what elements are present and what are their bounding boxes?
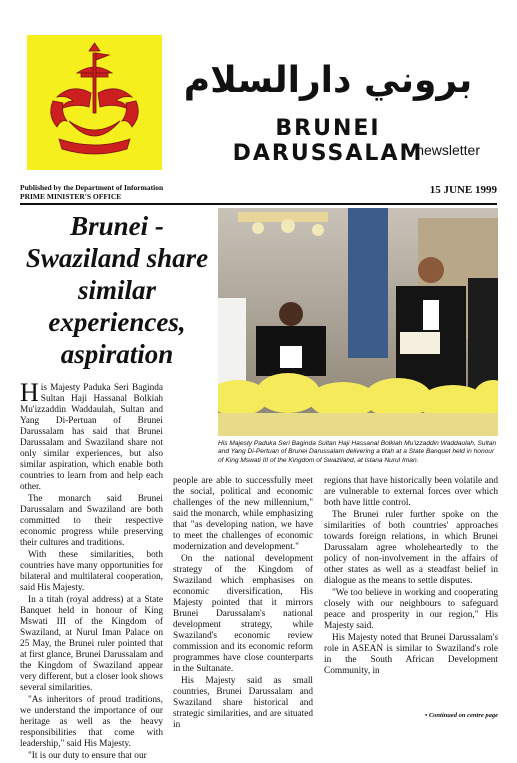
article-paragraph: "We too believe in working and cooperating closely with our neighbours to safeguard peace and prosperity in our region," His Majesty said. <box>324 588 498 631</box>
article-paragraph <box>20 378 163 493</box>
continued-note[interactable]: • Continued on centre page <box>424 712 498 719</box>
article-paragraph: His Majesty said as small countries, Brunei Darussalam and Swaziland share historical and strategic similarities, and are situated in <box>173 676 313 730</box>
article-paragraph: people are able to successfully meet the social, political and economic challenges of the new millennium," said the monarch, while emphasizing that "as developing nation, we have to meet the challenges of economic modernization and development." <box>173 476 313 552</box>
photo-caption: His Majesty Paduka Seri Baginda Sultan Haji Hassanal Bolkiah Mu'izzaddin Waddaulah, Sultan and Yang Di-Pertuan of Brunei Darussalam delivering a titah at a State Banquet held in honour of King Mswati III of the Kingdom of Swaziland, at Istana Nurul Iman. <box>218 440 497 464</box>
article-paragraph: In a titah (royal address) at a State Banquet held in honour of King Mswati III of the Kingdom of Swaziland, at Nurul Iman Palace on 25 May, the Brunei ruler pointed that at first glance, Brunei Darussalam and the Kingdom of Swaziland appear very different, but a closer look shows several similarities. <box>20 595 163 693</box>
article-column-3 <box>324 476 498 678</box>
arabic-masthead: بروني دارالسلام <box>183 60 473 101</box>
header-divider <box>20 203 497 205</box>
article-paragraph: "As inheritors of proud traditions, we understand the importance of our heritage as well as the heavy responsibilities that come with leadership," said His Majesty. <box>20 695 163 749</box>
publisher-office: PRIME MINISTER'S OFFICE <box>20 192 122 201</box>
masthead-title: BRUNEI DARUSSALAM <box>232 116 424 166</box>
issue-date: 15 JUNE 1999 <box>429 184 497 196</box>
drop-cap: H <box>20 378 39 407</box>
article-paragraph: The Brunei ruler further spoke on the similarities of both countries' approaches towards foreign relations, in which Brunei Darussalam agree wholeheartedly to the policy of non-involvement in the affairs of other states as well as a steadfast belief in dialogue as the means to settle disputes. <box>324 510 498 586</box>
article-column-1 <box>20 378 163 763</box>
publisher-line: Published by the Department of Information <box>20 183 164 192</box>
publisher-info <box>20 183 163 201</box>
article-photo <box>218 208 498 436</box>
article-column-2 <box>173 476 313 732</box>
article-paragraph: "It is our duty to ensure that our <box>28 751 147 761</box>
article-paragraph: His Majesty noted that Brunei Darussalam's role in ASEAN is similar to Swaziland's role in the South African Development Community, in <box>324 633 498 676</box>
masthead-subtitle: newsletter <box>416 142 480 158</box>
article-paragraph: On the national development strategy of the Kingdom of Swaziland which emphasises on economic diversification, His Majesty pointed that it mirrors Brunei Darussalam's national development strategy, while Swaziland's economic review commission and its economic reform programmes have close counterparts in the Sultanate. <box>173 554 313 674</box>
article-paragraph: regions that have historically been volatile and are vulnerable to external forces over which both have little control. <box>324 476 498 508</box>
emblem <box>27 35 162 170</box>
paragraph-text: is Majesty Paduka Seri Baginda Sultan Haji Hassanal Bolkiah Mu'izzaddin Waddaulah, Sultan and Yang Di-Pertuan of Brunei Darussalam has said that Brunei Darussalam and Swaziland share not only similar experiences, but also similar aspiration, which enable both countries to learn from and help each other. <box>20 383 163 492</box>
article-headline: Brunei - Swaziland share similar experiences, aspiration <box>25 211 209 369</box>
brunei-crest-icon <box>27 35 162 170</box>
article-paragraph: The monarch said Brunei Darussalam and Swaziland are both committed to their respective economic progress while preserving their cultures and traditions. <box>20 494 163 548</box>
article-paragraph: With these similarities, both countries have many opportunities for bilateral and multilateral cooperation, said His Majesty. <box>20 550 163 593</box>
